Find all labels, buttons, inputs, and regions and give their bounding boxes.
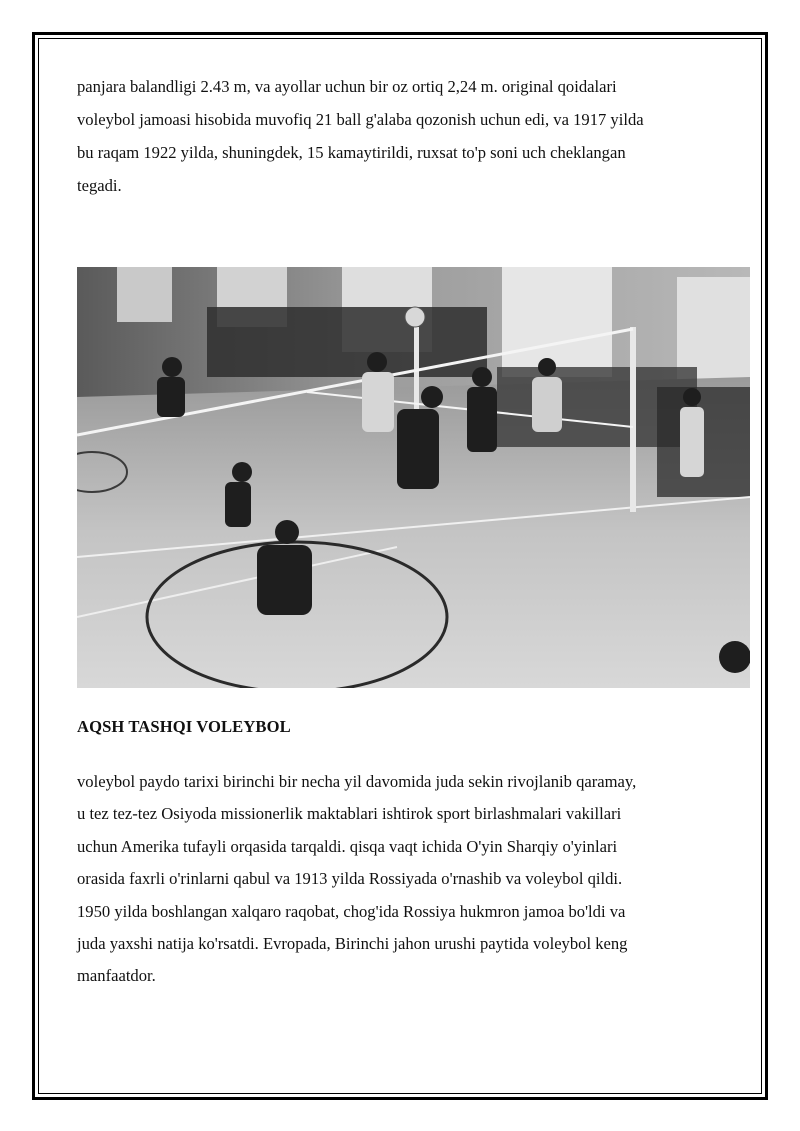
paragraph-2-line: uchun Amerika tufayli orqasida tarqaldi. qisqa vaqt ichida O'yin Sharqiy o'yinlari <box>77 836 618 856</box>
paragraph-2-line: manfaatdor. <box>77 966 156 986</box>
paragraph-1-line: tegadi. <box>77 176 122 195</box>
paragraph-2-line: juda yaxshi natija ko'rsatdi. Evropada, Birinchi jahon urushi paytida voleybol keng <box>77 934 628 954</box>
paragraph-2-line: voleybol paydo tarixi birinchi bir necha yil davomida juda sekin rivojlanib qaramay, <box>77 772 637 791</box>
photo-illustration <box>77 267 750 688</box>
paragraph-1-line: panjara balandligi 2.43 m, va ayollar uchun bir oz ortiq 2,24 m. original qoidalari <box>77 77 617 96</box>
paragraph-2 <box>77 766 737 993</box>
paragraph-1 <box>77 70 727 202</box>
volleyball-match-photo <box>77 267 750 688</box>
paragraph-1-line: bu raqam 1922 yilda, shuningdek, 15 kamaytirildi, ruxsat to'p soni uch cheklangan <box>77 143 626 162</box>
section-heading: AQSH TASHQI VOLEYBOL <box>77 717 291 736</box>
paragraph-2-line: orasida faxrli o'rinlarni qabul va 1913 yilda Rossiyada o'rnashib va voleybol qildi. <box>77 869 623 889</box>
document-content <box>77 70 727 202</box>
paragraph-1-line: voleybol jamoasi hisobida muvofiq 21 ball g'alaba qozonish uchun edi, va 1917 yilda <box>77 110 644 129</box>
paragraph-2-line: u tez tez-tez Osiyoda missionerlik maktablari ishtirok sport birlashmalari vakillari <box>77 804 622 824</box>
paragraph-2-line: 1950 yilda boshlangan xalqaro raqobat, chog'ida Rossiya hukmron jamoa bo'ldi va <box>77 901 626 921</box>
